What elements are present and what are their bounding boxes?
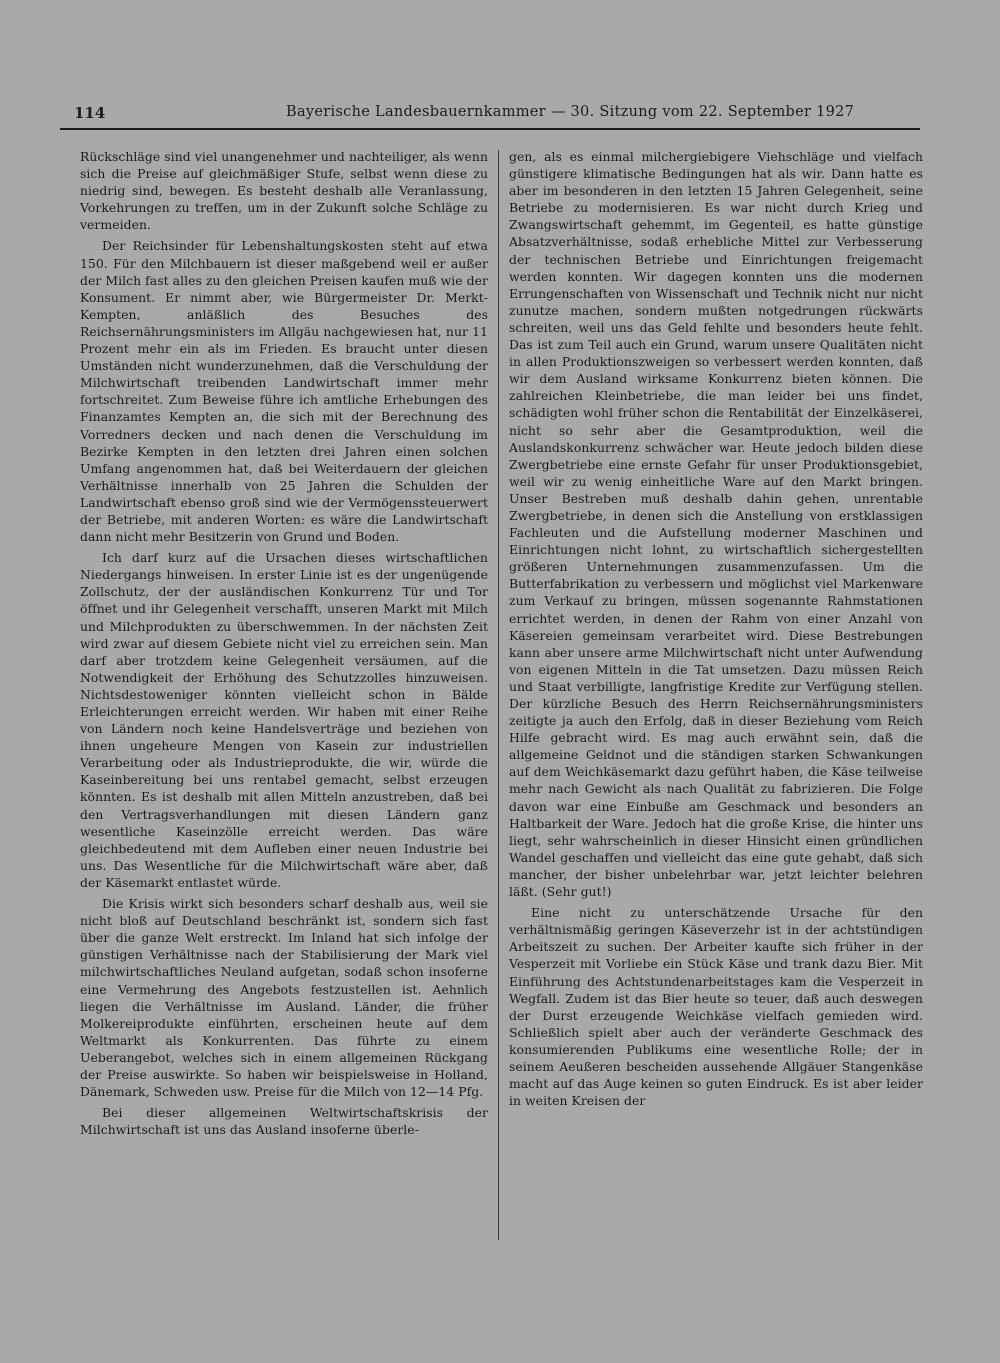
running-title: Bayerische Landesbauernkammer — 30. Sitzung vom 22. September 1927 <box>286 104 855 120</box>
column-divider <box>498 150 499 1240</box>
paragraph: Rückschläge sind viel unangenehmer und nachteiliger, als wenn sich die Preise auf gleichmäßiger Stufe, selbst wenn diese zu niedrig sind, bewegen. Es besteht deshalb alle Veranlassung, Vorkehrungen zu treffen, um in der Zukunft solche Schläge zu vermeiden. <box>80 149 488 233</box>
page-header <box>60 100 920 130</box>
paragraph: Der Reichsinder für Lebenshaltungskosten steht auf etwa 150. Für den Milchbauern ist dieser maßgebend weil er außer der Milch fast alles zu den gleichen Preisen kaufen muß wie der Konsument. Er nimmt aber, wie Bürgermeister Dr. Merkt-Kempten, anläßlich des Besuches des Reichsernährungsministers im Allgäu nachgewiesen hat, nur 11 Prozent mehr ein als im Frieden. Es braucht unter diesen Umständen nicht wunderzunehmen, daß die Verschuldung der Milchwirtschaft treibenden Landwirtschaft immer mehr fortschreitet. Zum Beweise führe ich amtliche Erhebungen des Finanzamtes Kempten an, die sich mit der Berechnung des Vorredners decken und nach denen die Verschuldung im Bezirke Kempten in den letzten drei Jahren einen solchen Umfang angenommen hat, daß bei Weiterdauern der gleichen Verhältnisse innerhalb von 25 Jahren die Schulden der Landwirtschaft ebenso groß sind wie der Vermögenssteuerwert der Betriebe, mit anderen Worten: es wäre die Landwirtschaft dann nicht mehr Besitzerin von Grund und Boden. <box>80 238 488 545</box>
right-column <box>509 148 923 1113</box>
page-number: 114 <box>74 104 106 122</box>
paragraph: Ich darf kurz auf die Ursachen dieses wirtschaftlichen Niedergangs hinweisen. In erster Linie ist es der ungenügende Zollschutz, der der ausländischen Konkurrenz Tür und Tor öffnet und ihr Gelegenheit verschafft, unseren Markt mit Milch und Milchprodukten zu überschwemmen. In der nächsten Zeit wird zwar auf diesem Gebiete nicht viel zu erreichen sein. Man darf aber trotzdem keine Gelegenheit versäumen, auf die Notwendigkeit der Erhöhung des Schutzzolles hinzuweisen. Nichtsdestoweniger könnten vielleicht schon in Bälde Erleichterungen erreicht werden. Wir haben mit einer Reihe von Ländern noch keine Handelsverträge und beziehen von ihnen ungeheure Mengen von Kasein zur industriellen Verarbeitung oder als Industrieprodukte, die wir, würde die Kaseinbereitung bei uns rentabel gemacht, selbst erzeugen könnten. Es ist deshalb mit allen Mitteln anzustreben, daß bei den Vertragsverhandlungen mit diesen Ländern ganz wesentliche Kaseinzölle erreicht werden. Das wäre gleichbedeutend mit dem Aufleben einer neuen Industrie bei uns. Das Wesentliche für die Milchwirtschaft wäre aber, daß der Käsemarkt entlastet würde. <box>80 550 488 890</box>
left-column <box>80 148 488 1142</box>
paragraph: Eine nicht zu unterschätzende Ursache für den verhältnismäßig geringen Käseverzehr ist in der achtstündigen Arbeitszeit zu suchen. Der Arbeiter kaufte sich früher in der Vesperzeit mit Vorliebe ein Stück Käse und trank dazu Bier. Mit Einführung des Achtstundenarbeitstages kam die Vesperzeit in Wegfall. Zudem ist das Bier heute so teuer, daß auch deswegen der Durst erzeugende Weichkäse vielfach gemieden wird. Schließlich spielt aber auch der veränderte Geschmack des konsumierenden Publikums eine wesentliche Rolle; der in seinem Aeußeren bescheiden aussehende Allgäuer Stangenkäse macht auf das Auge keinen so guten Eindruck. Es ist aber leider in weiten Kreisen der <box>509 905 923 1109</box>
paragraph: gen, als es einmal milchergiebigere Viehschläge und vielfach günstigere klimatische Bedingungen hat als wir. Dann hatte es aber im besonderen in den letzten 15 Jahren Gelegenheit, seine Betriebe zu modernisieren. Es war nicht durch Krieg und Zwangswirtschaft gehemmt, im Gegenteil, es hatte günstige Absatzverhältnisse, sodaß erhebliche Mittel zur Verbesserung der technischen Betriebe und Einrichtungen freigemacht werden konnten. Wir dagegen konnten uns die modernen Errungenschaften von Wissenschaft und Technik nicht nur nicht zunutze machen, sondern mußten notgedrungen rückwärts schreiten, weil uns das Geld fehlte und besonders heute fehlt. Das ist zum Teil auch ein Grund, warum unsere Qualitäten nicht in allen Produktionszweigen so verbessert werden konnten, daß wir dem Ausland wirksame Konkurrenz bieten können. Die zahlreichen Kleinbetriebe, die man leider bei uns findet, schädigten wohl früher schon die Rentabilität der Einzelkäserei, nicht so sehr aber die Gesamtproduktion, weil die Auslandskonkurrenz schwächer war. Heute jedoch bilden diese Zwergbetriebe eine ernste Gefahr für unser Produktionsgebiet, weil wir zu wenig einheitliche Ware auf den Markt bringen. Unser Bestreben muß deshalb dahin gehen, unrentable Zwergbetriebe, in denen sich die Anstellung von erstklassigen Fachleuten und die Aufstellung moderner Maschinen und Einrichtungen nicht lohnt, zu wirtschaftlich sichergestellten größeren Unternehmungen zusammenzufassen. Um die Butterfabrikation zu verbessern und möglichst viel Markenware zum Verkauf zu bringen, müssen sogenannte Rahmstationen errichtet werden, in denen der Rahm von einer Anzahl von Käsereien gemeinsam verarbeitet wird. Diese Bestrebungen kann aber unsere arme Milchwirtschaft nicht unter Aufwendung von eigenen Mitteln in die Tat umsetzen. Dazu müssen Reich und Staat verbilligte, langfristige Kredite zur Verfügung stellen. Der kürzliche Besuch des Herrn Reichsernährungsministers zeitigte ja auch den Erfolg, daß in dieser Beziehung vom Reich Hilfe gebracht wird. Es mag auch erwähnt sein, daß die allgemeine Geldnot und die ständigen starken Schwankungen auf dem Weichkäsemarkt dazu geführt haben, die Käse teilweise mehr nach Gewicht als nach Qualität zu fabrizieren. Die Folge davon war eine Einbuße am Geschmack und besonders an Haltbarkeit der Ware. Jedoch hat die große Krise, die hinter uns liegt, sehr wahrscheinlich in dieser Hinsicht einen gründlichen Wandel geschaffen und vielleicht das eine gute gehabt, daß sich mancher, der bisher unbelehrbar war, jetzt leichter belehren läßt. (Sehr gut!) <box>509 149 923 900</box>
paragraph: Bei dieser allgemeinen Weltwirtschaftskrisis der Milchwirtschaft ist uns das Ausland insoferne überle- <box>80 1105 488 1138</box>
paragraph: Die Krisis wirkt sich besonders scharf deshalb aus, weil sie nicht bloß auf Deutschland beschränkt ist, sondern sich fast über die ganze Welt erstreckt. Im Inland hat sich infolge der günstigen Verhältnisse nach der Stabilisierung der Mark viel milchwirtschaftliches Neuland aufgetan, sodaß schon insoferne eine Vermehrung des Angebots festzustellen ist. Aehnlich liegen die Verhältnisse im Ausland. Länder, die früher Molkereiprodukte einführten, erscheinen heute auf dem Weltmarkt als Konkurrenten. Das führte zu einem Ueberangebot, welches sich in einem allgemeinen Rückgang der Preise auswirkte. So haben wir beispielsweise in Holland, Dänemark, Schweden usw. Preise für die Milch von 12—14 Pfg. <box>80 896 488 1100</box>
